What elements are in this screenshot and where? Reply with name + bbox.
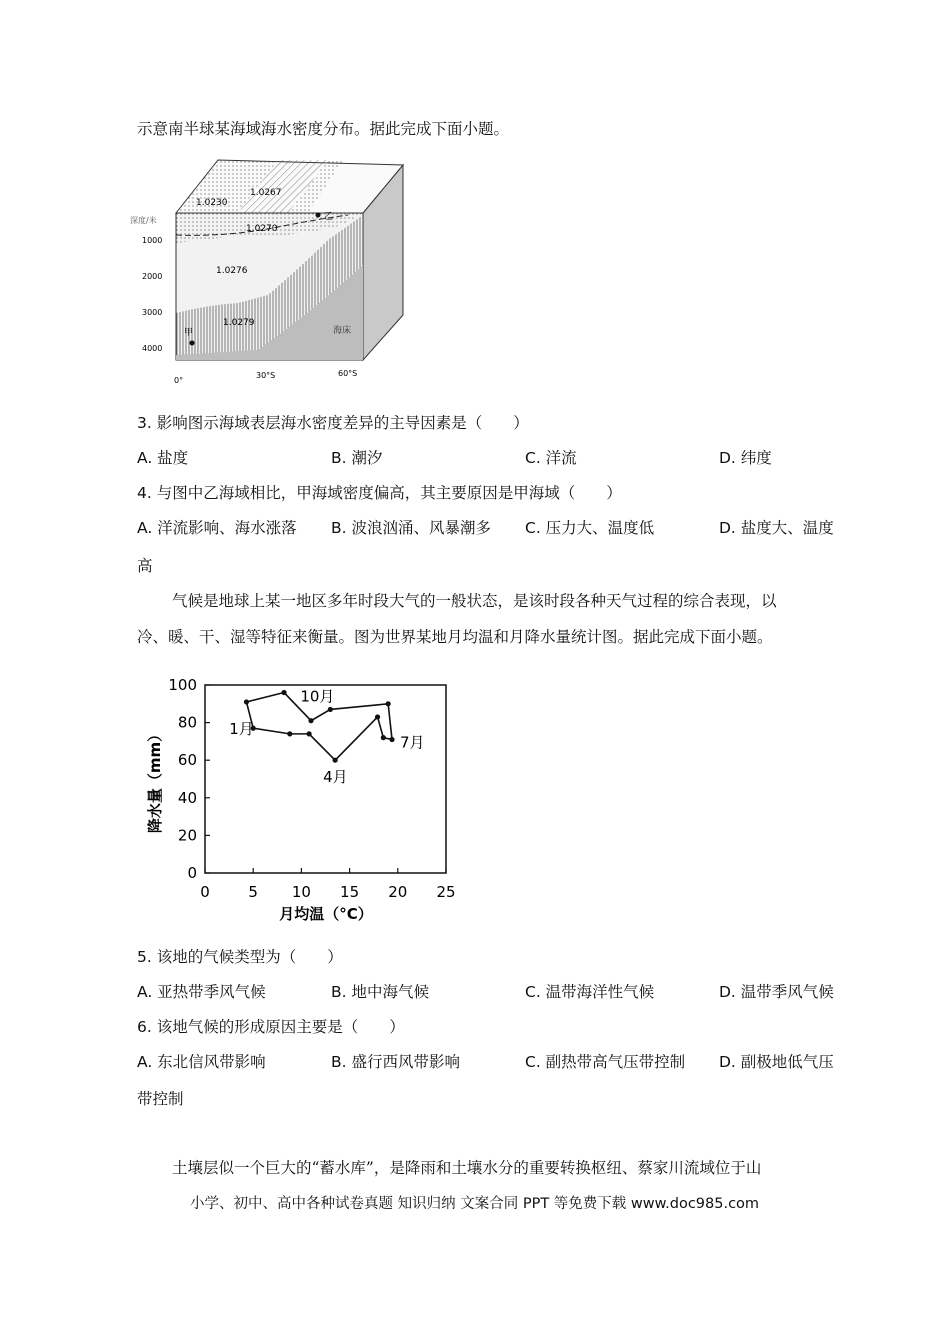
month-label: 10月 bbox=[300, 687, 335, 706]
question-4-option-b[interactable]: B. 波浪汹涌、风暴潮多 bbox=[331, 519, 491, 537]
question-3-stem: 3. 影响图示海域表层海水密度差异的主导因素是（ ） bbox=[137, 414, 529, 432]
density-label-4: 1.0276 bbox=[216, 266, 248, 276]
question-4-option-c[interactable]: C. 压力大、温度低 bbox=[525, 519, 655, 537]
question-4-option-a[interactable]: A. 洋流影响、海水涨落 bbox=[137, 519, 297, 537]
month-label: 1月 bbox=[229, 720, 254, 739]
data-point bbox=[307, 731, 312, 736]
data-point bbox=[333, 758, 338, 763]
density-label-1: 1.0230 bbox=[196, 198, 228, 208]
month-label: 7月 bbox=[400, 733, 425, 752]
question-5-option-b[interactable]: B. 地中海气候 bbox=[331, 983, 429, 1001]
seabed-label: 海床 bbox=[333, 326, 352, 336]
lat-tick: 0° bbox=[174, 376, 184, 385]
data-point bbox=[386, 701, 391, 706]
x-tick-label: 0 bbox=[200, 883, 210, 901]
x-tick-label: 15 bbox=[340, 883, 360, 901]
data-point bbox=[281, 690, 286, 695]
question-3-option-c[interactable]: C. 洋流 bbox=[525, 449, 577, 467]
lat-tick: 30°S bbox=[256, 371, 276, 380]
question-6-option-c[interactable]: C. 副热带高气压带控制 bbox=[525, 1053, 686, 1071]
density-label-2: 1.0267 bbox=[250, 188, 282, 198]
depth-tick: 1000 bbox=[142, 236, 163, 245]
question-3-option-b[interactable]: B. 潮汐 bbox=[331, 449, 383, 467]
data-point bbox=[244, 699, 249, 704]
question-3-option-a[interactable]: A. 盐度 bbox=[137, 449, 189, 467]
point-yi-marker bbox=[316, 213, 321, 218]
depth-tick: 2000 bbox=[142, 272, 163, 281]
question-5-stem: 5. 该地的气候类型为（ ） bbox=[137, 948, 343, 966]
y-tick-label: 60 bbox=[177, 751, 197, 770]
question-6-option-b[interactable]: B. 盛行西风带影响 bbox=[331, 1053, 460, 1071]
point-yi-label: 乙 bbox=[324, 212, 334, 222]
data-point bbox=[328, 707, 333, 712]
y-tick-label: 80 bbox=[177, 713, 197, 732]
question-6-option-d-wrap: 带控制 bbox=[137, 1090, 184, 1108]
question-4-stem: 4. 与图中乙海域相比，甲海域密度偏高，其主要原因是甲海域（ ） bbox=[137, 484, 622, 502]
question-6-option-d[interactable]: D. 副极地低气压 bbox=[719, 1053, 834, 1071]
data-point bbox=[287, 731, 292, 736]
depth-tick: 3000 bbox=[142, 308, 163, 317]
x-tick-label: 5 bbox=[248, 883, 258, 901]
seawater-density-diagram bbox=[128, 145, 418, 390]
passage3-line1: 土壤层似一个巨大的“蓄水库”，是降雨和土壤水分的重要转换枢纽、蔡家川流域位于山 bbox=[172, 1159, 762, 1177]
x-tick-label: 20 bbox=[388, 883, 408, 901]
x-tick-label: 10 bbox=[291, 883, 311, 901]
density-label-3: 1.0270 bbox=[246, 224, 278, 234]
data-point bbox=[308, 718, 313, 723]
intro-text: 示意南半球某海域海水密度分布。据此完成下面小题。 bbox=[137, 120, 510, 138]
question-5-option-c[interactable]: C. 温带海洋性气候 bbox=[525, 983, 655, 1001]
data-point bbox=[381, 735, 386, 740]
question-4-option-d-wrap: 高 bbox=[137, 557, 153, 575]
month-label: 4月 bbox=[323, 768, 348, 787]
chart-x-axis-label: 月均温（°C） bbox=[279, 905, 373, 923]
point-jia-marker bbox=[190, 341, 195, 346]
climate-chart bbox=[130, 672, 470, 932]
y-tick-label: 0 bbox=[187, 864, 197, 882]
y-tick-label: 100 bbox=[168, 676, 197, 694]
point-jia-label: 甲 bbox=[184, 328, 194, 338]
question-6-stem: 6. 该地气候的形成原因主要是（ ） bbox=[137, 1018, 405, 1036]
question-4-option-d[interactable]: D. 盐度大、温度 bbox=[719, 519, 834, 537]
lat-tick: 60°S bbox=[338, 369, 358, 378]
x-tick-label: 25 bbox=[436, 883, 456, 901]
y-tick-label: 40 bbox=[177, 788, 197, 807]
chart-y-axis-label: 降水量（mm） bbox=[146, 726, 164, 834]
page-footer[interactable]: 小学、初中、高中各种试卷真题 知识归纳 文案合同 PPT 等免费下载 www.doc985.com bbox=[190, 1196, 760, 1212]
question-6-option-a[interactable]: A. 东北信风带影响 bbox=[137, 1053, 266, 1071]
data-point bbox=[375, 714, 380, 719]
y-tick-label: 20 bbox=[177, 826, 197, 845]
data-point bbox=[389, 737, 394, 742]
question-5-option-a[interactable]: A. 亚热带季风气候 bbox=[137, 983, 266, 1001]
passage2-line1: 气候是地球上某一地区多年时段大气的一般状态，是该时段各种天气过程的综合表现，以 bbox=[172, 592, 777, 610]
density-label-5: 1.0279 bbox=[223, 318, 255, 328]
depth-tick: 4000 bbox=[142, 344, 163, 353]
passage2-line2: 冷、暖、干、湿等特征来衡量。图为世界某地月均温和月降水量统计图。据此完成下面小题。 bbox=[137, 628, 773, 646]
question-5-option-d[interactable]: D. 温带季风气候 bbox=[719, 983, 834, 1001]
depth-axis-label: 深度/米 bbox=[130, 216, 157, 225]
question-3-option-d[interactable]: D. 纬度 bbox=[719, 449, 772, 467]
